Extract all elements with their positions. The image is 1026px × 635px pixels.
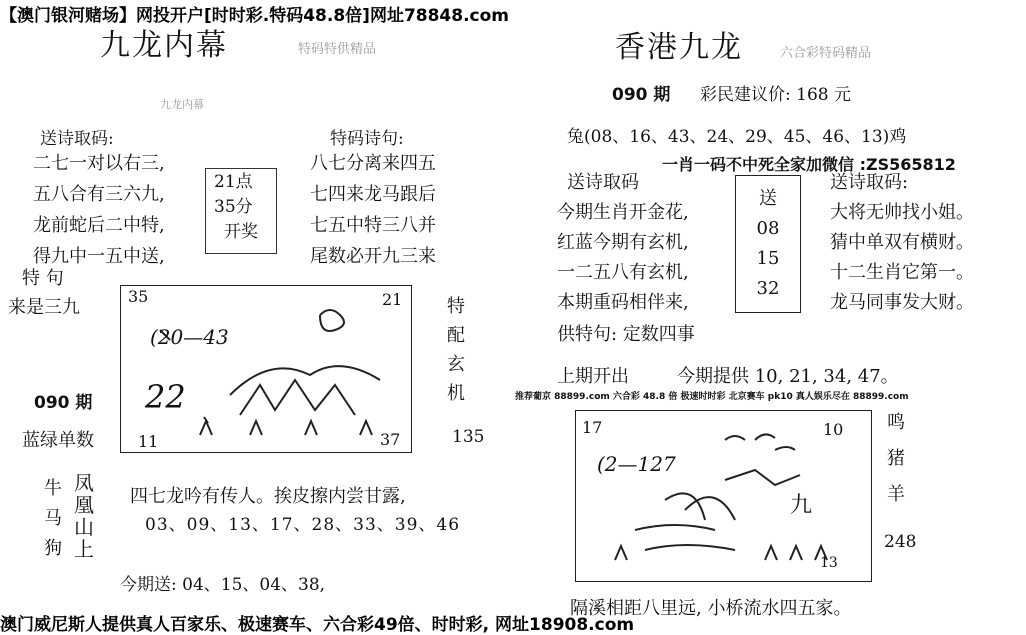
left-drawing: [120, 285, 412, 453]
phoenix-char: 上: [74, 537, 94, 561]
right-promo-line: 一肖一码不中死全家加微信 :ZS565812: [662, 155, 956, 174]
zodiac-char: 狗: [44, 538, 62, 559]
side-char: 配: [447, 325, 465, 346]
poem-line: 本期重码相伴来,: [557, 292, 689, 313]
time-minute: 35分: [214, 197, 253, 217]
poem-line: 今期生肖开金花,: [557, 202, 689, 223]
left-side-number: 135: [452, 427, 485, 447]
poem-line: 龙前蛇后二中特,: [33, 215, 165, 236]
right-img-formula: (2—127: [597, 452, 676, 476]
right-side-vertical: [887, 405, 905, 513]
code-item: 08: [756, 218, 780, 239]
left-time-box-text: [214, 170, 258, 245]
left-img-bl: 11: [138, 432, 159, 451]
code-item: 15: [756, 248, 780, 269]
left-phoenix: [74, 472, 94, 560]
side-char: 特: [447, 296, 465, 317]
poem-line: 得九中一五中送,: [33, 246, 165, 267]
left-img-formula: (20—43: [150, 325, 229, 349]
side-char: 玄: [447, 354, 465, 375]
poem-line: 七四来龙马跟后: [310, 184, 436, 205]
right-img-tl: 17: [582, 418, 603, 437]
left-faint-line: 九龙内幕: [160, 98, 204, 111]
right-last-label: 上期开出: [557, 366, 629, 387]
poem-line: 二七一对以右三,: [33, 153, 165, 174]
right-provide: 今期提供 10, 21, 34, 47。: [677, 366, 899, 387]
left-special-poem-label: 特码诗句:: [330, 129, 404, 149]
code-item: 32: [756, 278, 780, 299]
right-title: 香港九龙: [615, 30, 743, 65]
left-poem-left: [33, 148, 165, 272]
time-label: 开奖: [224, 222, 258, 242]
right-price: 彩民建议价: 168 元: [700, 85, 851, 105]
code-item: 送: [759, 188, 777, 209]
right-subtitle: 六合彩特码精品: [780, 46, 872, 61]
right-code-box-items: [735, 184, 801, 304]
time-hour: 21点: [214, 172, 253, 192]
left-subtitle: 特码特供精品: [298, 42, 377, 57]
poem-line: 龙马同事发大财。: [830, 292, 974, 313]
side-char: 鸣: [887, 412, 905, 433]
phoenix-char: 山: [74, 515, 94, 539]
left-img-tl: 35: [128, 287, 149, 306]
side-char: 猪: [887, 448, 905, 469]
poem-line: 红蓝今期有玄机,: [557, 232, 689, 253]
left-numbers-line: 03、09、13、17、28、33、39、46: [145, 515, 461, 535]
left-color-number: 蓝绿单数: [22, 430, 94, 451]
poem-line: 一二五八有玄机,: [557, 262, 689, 283]
right-img-tr: 10: [823, 420, 844, 439]
left-side-vertical: [447, 292, 465, 408]
right-zodiac-line: 兔(08、16、43、24、29、45、46、13)鸡: [567, 127, 907, 147]
poem-line: 八七分离来四五: [310, 153, 436, 174]
top-banner: 【澳门银河赌场】网投开户[时时彩.特码48.8倍]网址78848.com: [0, 6, 510, 26]
right-poem-left: [557, 198, 689, 318]
left-poem-right: [310, 148, 436, 272]
left-send-poem-label: 送诗取码:: [40, 129, 114, 149]
zodiac-char: 牛: [44, 478, 62, 499]
right-send-poem-label: 送诗取码: [567, 172, 639, 193]
left-zodiac-col: [44, 474, 62, 564]
phoenix-char: 凤: [74, 471, 94, 495]
side-char: 机: [447, 383, 465, 404]
right-bottom-line: 隔溪相距八里远, 小桥流水四五家。: [570, 598, 852, 619]
right-poem-right: [830, 198, 974, 318]
poem-line: 五八合有三六九,: [33, 184, 165, 205]
poem-line: 大将无帅找小姐。: [830, 202, 974, 223]
poem-line: 尾数必开九三来: [310, 246, 436, 267]
phoenix-char: 凰: [74, 493, 94, 517]
left-img-br: 37: [380, 430, 401, 449]
right-special-sentence: 供特句: 定数四事: [557, 324, 695, 345]
right-small-ad: 推荐葡京 88899.com 六合彩 48.8 倍 极速时时彩 北京赛车 pk10 真人娱乐尽在 88899.com: [515, 392, 909, 402]
left-special-sentence: 来是三九: [8, 297, 80, 318]
right-issue: 090 期: [612, 85, 671, 105]
left-special-sentence-label: 特 句: [22, 268, 64, 289]
right-side-number: 248: [884, 532, 917, 552]
left-img-tr: 21: [382, 290, 403, 309]
left-issue: 090 期: [34, 393, 93, 413]
poem-line: 七五中特三八并: [310, 215, 436, 236]
left-title: 九龙内幕: [100, 28, 228, 63]
side-char: 羊: [887, 484, 905, 505]
left-today-send: 今期送: 04、15、04、38,: [120, 575, 326, 595]
left-poem-line: 四七龙吟有传人。挨皮擦内尝甘露,: [130, 486, 406, 507]
bottom-banner: 澳门威尼斯人提供真人百家乐、极速赛车、六合彩49倍、时时彩, 网址18908.com: [0, 615, 635, 635]
poem-line: 十二生肖它第一。: [830, 262, 974, 283]
zodiac-char: 马: [44, 508, 62, 529]
right-img-br: 13: [820, 555, 838, 571]
right-img-char: 九: [790, 493, 813, 518]
poem-line: 猜中单双有横财。: [830, 232, 974, 253]
left-img-mid: 22: [145, 378, 186, 416]
right-send-poem-label2: 送诗取码:: [830, 172, 909, 193]
